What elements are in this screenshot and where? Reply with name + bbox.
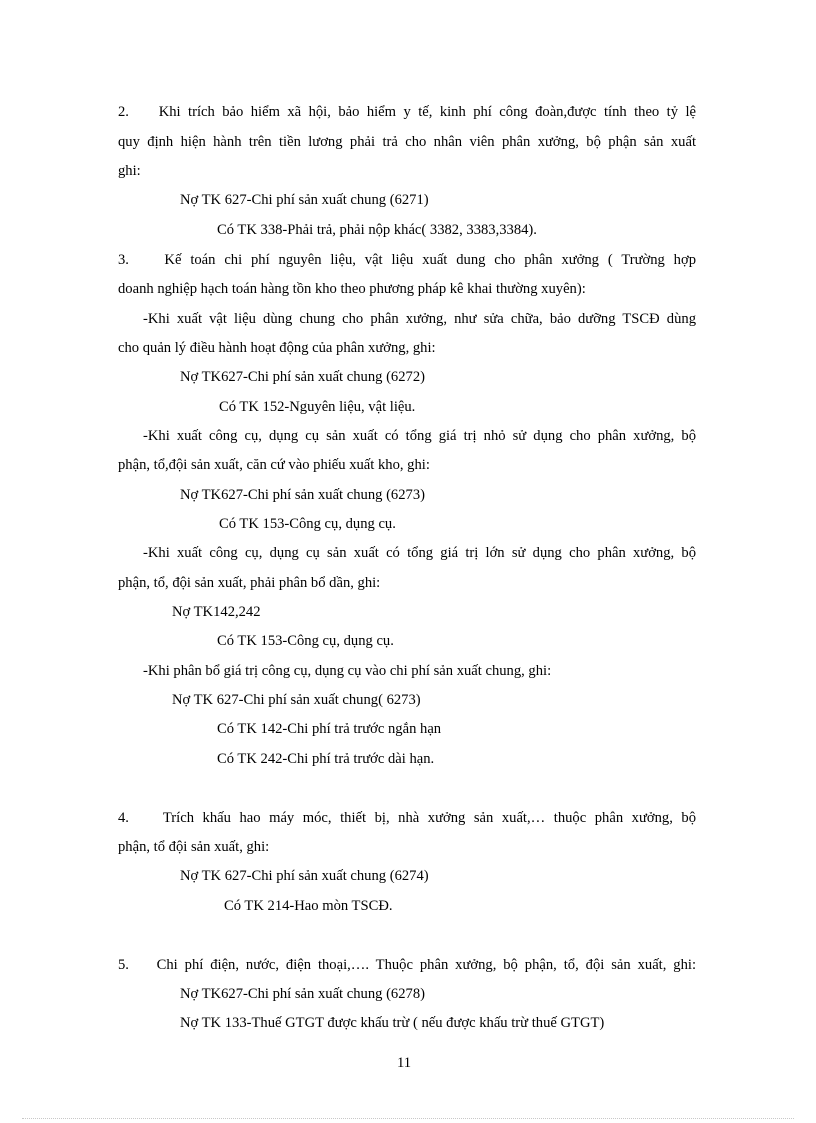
item-2-line-1: 2. Khi trích bảo hiểm xã hội, bảo hiểm y tế, kinh phí công đoàn,được tính theo tỷ lệ — [118, 104, 696, 120]
large-tools-line-1: -Khi xuất công cụ, dụng cụ sản xuất có tổng giá trị lớn sử dụng cho phân xưởng, bộ — [143, 545, 696, 561]
credit-entry-214: Có TK 214-Hao mòn TSCĐ. — [224, 898, 393, 914]
item-3-line-1: 3. Kế toán chi phí nguyên liệu, vật liệu xuất dung cho phân xưởng ( Trường hợp — [118, 252, 696, 268]
debit-entry-6271: Nợ TK 627-Chi phí sản xuất chung (6271) — [180, 192, 429, 208]
item-5-line-1: 5. Chi phí điện, nước, điện thoại,…. Thuộc phân xưởng, bộ phận, tổ, đội sản xuất, ghi: — [118, 957, 696, 973]
page-number: 11 — [397, 1055, 412, 1071]
credit-entry-142: Có TK 142-Chi phí trả trước ngắn hạn — [217, 721, 442, 737]
credit-entry-153-b: Có TK 153-Công cụ, dụng cụ. — [217, 633, 394, 649]
item-2-line-2: quy định hiện hành trên tiền lương phải trả cho nhân viên phân xưởng, bộ phận sản xuất — [118, 134, 696, 150]
debit-entry-6273-b: Nợ TK 627-Chi phí sản xuất chung( 6273) — [172, 692, 421, 708]
debit-entry-133: Nợ TK 133-Thuế GTGT được khấu trừ ( nếu được khấu trừ thuế GTGT) — [180, 1015, 605, 1031]
item-4-line-2: phận, tổ đội sản xuất, ghi: — [118, 839, 270, 855]
credit-entry-153-a: Có TK 153-Công cụ, dụng cụ. — [219, 516, 396, 532]
debit-entry-142-242: Nợ TK142,242 — [172, 604, 261, 620]
debit-entry-6278: Nợ TK627-Chi phí sản xuất chung (6278) — [180, 986, 425, 1002]
allocation-line: -Khi phân bổ giá trị công cụ, dụng cụ vào chi phí sản xuất chung, ghi: — [143, 663, 552, 679]
debit-entry-6274: Nợ TK 627-Chi phí sản xuất chung (6274) — [180, 868, 429, 884]
credit-entry-338: Có TK 338-Phải trả, phải nộp khác( 3382, 3383,3384). — [217, 222, 537, 238]
credit-entry-242: Có TK 242-Chi phí trả trước dài hạn. — [217, 751, 435, 767]
debit-entry-6273: Nợ TK627-Chi phí sản xuất chung (6273) — [180, 487, 425, 503]
page-bottom-divider — [22, 1118, 794, 1119]
item-2-line-3: ghi: — [118, 163, 141, 179]
credit-entry-152: Có TK 152-Nguyên liệu, vật liệu. — [219, 399, 416, 415]
large-tools-line-2: phận, tổ, đội sản xuất, phải phân bổ dần, ghi: — [118, 575, 381, 591]
item-3-line-2: doanh nghiệp hạch toán hàng tồn kho theo phương pháp kê khai thường xuyên): — [118, 281, 586, 297]
debit-entry-6272: Nợ TK627-Chi phí sản xuất chung (6272) — [180, 369, 425, 385]
small-tools-line-1: -Khi xuất công cụ, dụng cụ sản xuất có tổng giá trị nhỏ sử dụng cho phân xưởng, bộ — [143, 428, 696, 444]
small-tools-line-2: phận, tổ,đội sản xuất, căn cứ vào phiếu xuất kho, ghi: — [118, 457, 430, 473]
material-usage-line-1: -Khi xuất vật liệu dùng chung cho phân xưởng, như sửa chữa, bảo dưỡng TSCĐ dùng — [143, 311, 696, 327]
item-4-line-1: 4. Trích khấu hao máy móc, thiết bị, nhà xưởng sản xuất,… thuộc phân xưởng, bộ — [118, 810, 696, 826]
material-usage-line-2: cho quản lý điều hành hoạt động của phân xưởng, ghi: — [118, 340, 436, 356]
